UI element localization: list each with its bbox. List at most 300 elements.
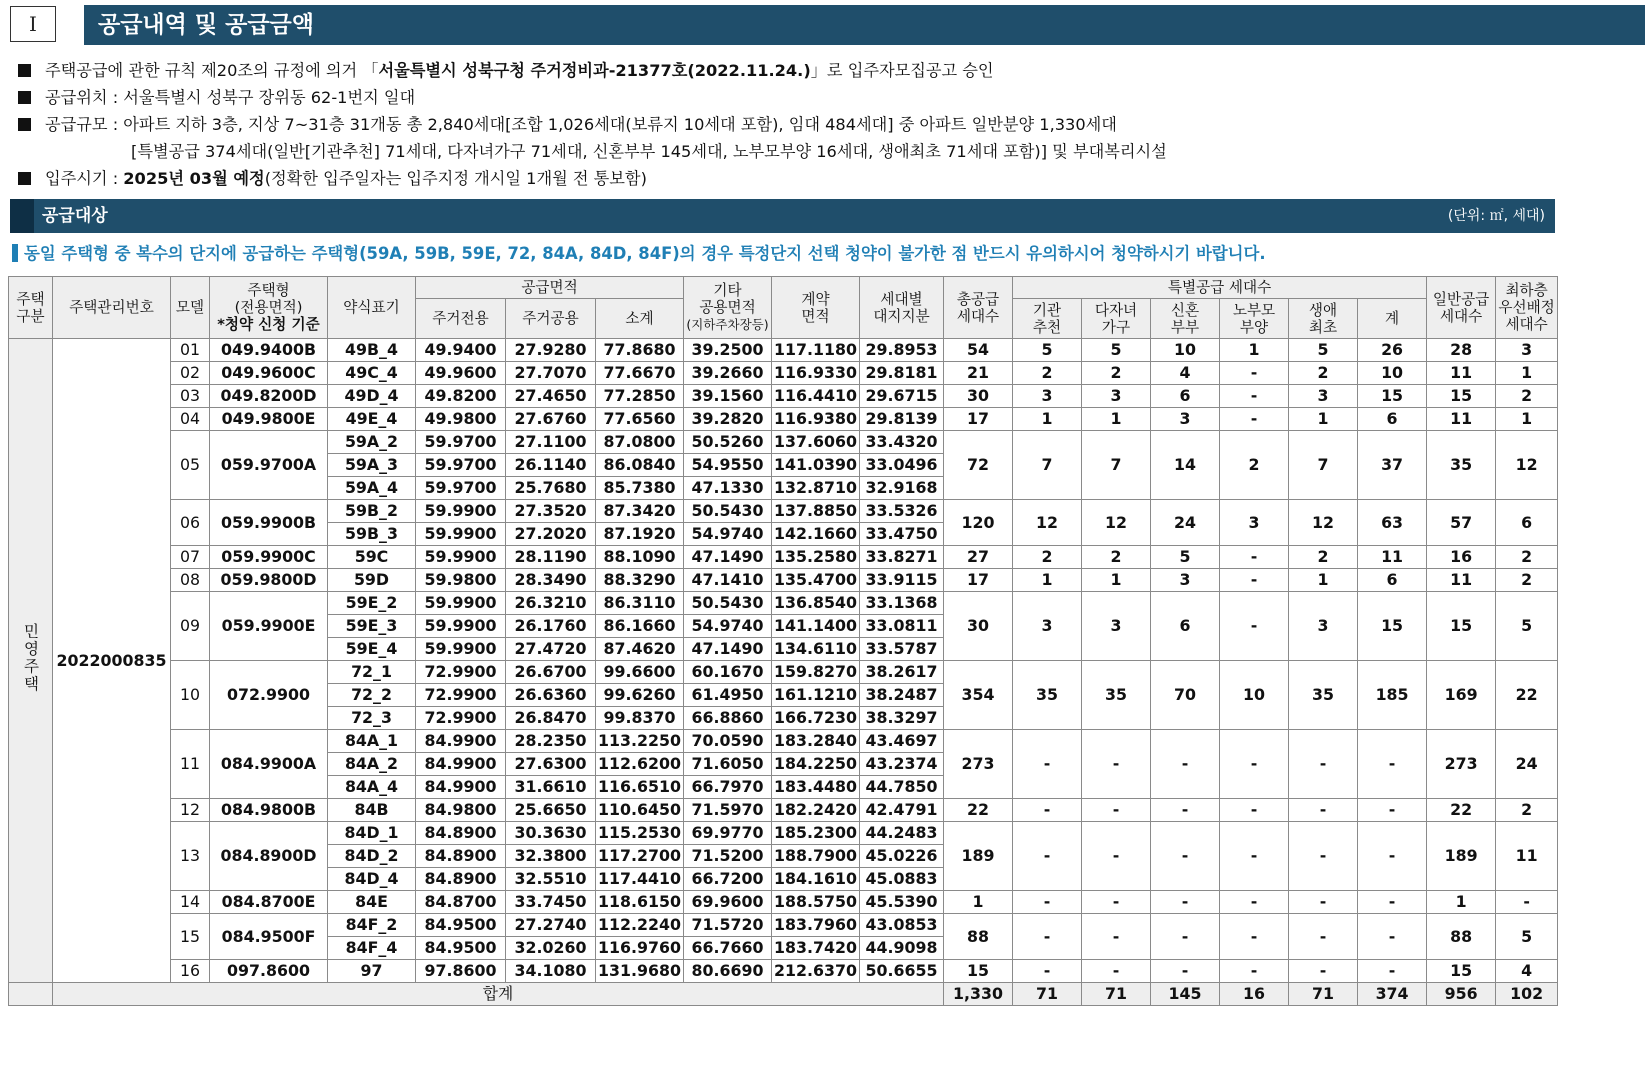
header-special-supply: 특별공급 세대수 — [1013, 277, 1427, 299]
total-label: 합계 — [53, 983, 944, 1006]
land-share: 33.4320 — [860, 431, 944, 454]
common-area: 27.7070 — [506, 362, 596, 385]
model-number: 04 — [171, 408, 210, 431]
residential-area: 49.9800 — [416, 408, 506, 431]
count-general: 57 — [1427, 500, 1496, 546]
square-bullet-icon — [18, 172, 31, 185]
common-area: 26.3210 — [506, 592, 596, 615]
other-common-area: 66.8860 — [684, 707, 772, 730]
count-sum: - — [1358, 822, 1427, 891]
model-number: 07 — [171, 546, 210, 569]
bullet-line — [18, 138, 1638, 165]
contract-area: 183.7420 — [772, 937, 860, 960]
count-first: 5 — [1289, 339, 1358, 362]
common-area: 27.4720 — [506, 638, 596, 661]
common-area: 27.4650 — [506, 385, 596, 408]
contract-area: 161.1210 — [772, 684, 860, 707]
common-area: 34.1080 — [506, 960, 596, 983]
count-general: 15 — [1427, 960, 1496, 983]
abbreviation: 84A_4 — [328, 776, 416, 799]
abbreviation: 59E_3 — [328, 615, 416, 638]
land-share: 33.8271 — [860, 546, 944, 569]
abbreviation: 59A_3 — [328, 454, 416, 477]
count-general: 15 — [1427, 592, 1496, 661]
residential-area: 84.9500 — [416, 914, 506, 937]
common-area: 26.6700 — [506, 661, 596, 684]
table-row — [9, 914, 1558, 937]
count-total: 17 — [944, 408, 1013, 431]
contract-area: 137.6060 — [772, 431, 860, 454]
count-first: - — [1289, 730, 1358, 799]
other-common-area: 39.2820 — [684, 408, 772, 431]
bullet-line — [18, 84, 1638, 111]
residential-area: 84.9500 — [416, 937, 506, 960]
total-newlywed: 145 — [1151, 983, 1220, 1006]
count-elderly: - — [1220, 385, 1289, 408]
announcement-bullets — [18, 57, 1638, 192]
count-newly: 3 — [1151, 569, 1220, 592]
count-general: 11 — [1427, 408, 1496, 431]
header-supply-area: 공급면적 — [416, 277, 684, 299]
count-elderly: - — [1220, 546, 1289, 569]
abbreviation: 84A_1 — [328, 730, 416, 753]
count-multi: 2 — [1082, 362, 1151, 385]
land-share: 50.6655 — [860, 960, 944, 983]
total-first-time: 71 — [1289, 983, 1358, 1006]
abbreviation: 72_1 — [328, 661, 416, 684]
abbreviation: 59E_2 — [328, 592, 416, 615]
contract-area: 142.1660 — [772, 523, 860, 546]
count-total: 72 — [944, 431, 1013, 500]
count-lowest: 5 — [1496, 914, 1558, 960]
abbreviation: 72_3 — [328, 707, 416, 730]
header-first-time: 생애 최초 — [1289, 299, 1358, 339]
header-housing-size: 주택형 (전용면적) *청약 신청 기준 — [210, 277, 328, 339]
housing-size: 059.9700A — [210, 431, 328, 500]
count-inst: 2 — [1013, 362, 1082, 385]
count-lowest: 2 — [1496, 546, 1558, 569]
count-multi: - — [1082, 730, 1151, 799]
contract-area: 166.7230 — [772, 707, 860, 730]
count-elderly: 2 — [1220, 431, 1289, 500]
count-total: 21 — [944, 362, 1013, 385]
residential-area: 59.9900 — [416, 500, 506, 523]
land-share: 33.5326 — [860, 500, 944, 523]
count-general: 11 — [1427, 569, 1496, 592]
model-number: 13 — [171, 822, 210, 891]
count-inst: 1 — [1013, 569, 1082, 592]
abbreviation: 84B — [328, 799, 416, 822]
common-area: 28.2350 — [506, 730, 596, 753]
model-number: 06 — [171, 500, 210, 546]
housing-size: 059.9900B — [210, 500, 328, 546]
count-total: 120 — [944, 500, 1013, 546]
residential-area: 84.9800 — [416, 799, 506, 822]
count-multi: 7 — [1082, 431, 1151, 500]
contract-area: 135.4700 — [772, 569, 860, 592]
model-number: 01 — [171, 339, 210, 362]
abbreviation: 49C_4 — [328, 362, 416, 385]
count-inst: - — [1013, 730, 1082, 799]
count-lowest: 12 — [1496, 431, 1558, 500]
count-general: 189 — [1427, 822, 1496, 891]
subtotal-area: 77.2850 — [596, 385, 684, 408]
housing-size: 097.8600 — [210, 960, 328, 983]
bullet-text: 서울특별시 성북구청 주거정비과-21377호(2022.11.24.) — [378, 61, 811, 80]
count-inst: 3 — [1013, 385, 1082, 408]
count-multi: - — [1082, 960, 1151, 983]
table-row — [9, 960, 1558, 983]
abbreviation: 59D — [328, 569, 416, 592]
count-multi: 35 — [1082, 661, 1151, 730]
contract-area: 212.6370 — [772, 960, 860, 983]
housing-size: 072.9900 — [210, 661, 328, 730]
count-lowest: 4 — [1496, 960, 1558, 983]
residential-area: 59.9800 — [416, 569, 506, 592]
count-general: 1 — [1427, 891, 1496, 914]
square-bullet-icon — [18, 64, 31, 77]
subtotal-area: 87.0800 — [596, 431, 684, 454]
count-elderly: - — [1220, 822, 1289, 891]
residential-area: 84.8700 — [416, 891, 506, 914]
abbreviation: 59E_4 — [328, 638, 416, 661]
count-newly: 4 — [1151, 362, 1220, 385]
other-common-area: 80.6690 — [684, 960, 772, 983]
model-number: 16 — [171, 960, 210, 983]
count-first: - — [1289, 960, 1358, 983]
other-common-area: 70.0590 — [684, 730, 772, 753]
count-general: 15 — [1427, 385, 1496, 408]
abbreviation: 49B_4 — [328, 339, 416, 362]
total-institution: 71 — [1013, 983, 1082, 1006]
total-row — [9, 983, 1558, 1006]
residential-area: 72.9900 — [416, 684, 506, 707]
bullet-line — [18, 57, 1638, 84]
table-row — [9, 822, 1558, 845]
housing-category-cell — [9, 339, 53, 983]
count-lowest: 1 — [1496, 362, 1558, 385]
housing-size: 059.9900E — [210, 592, 328, 661]
land-share: 33.9115 — [860, 569, 944, 592]
header-institution: 기관 추천 — [1013, 299, 1082, 339]
count-newly: 5 — [1151, 546, 1220, 569]
subtotal-area: 113.2250 — [596, 730, 684, 753]
housing-size: 059.9800D — [210, 569, 328, 592]
other-common-area: 71.5970 — [684, 799, 772, 822]
count-multi: - — [1082, 799, 1151, 822]
residential-area: 59.9900 — [416, 638, 506, 661]
subtotal-area: 110.6450 — [596, 799, 684, 822]
subtotal-area: 77.6560 — [596, 408, 684, 431]
land-share: 29.8139 — [860, 408, 944, 431]
subtotal-area: 87.4620 — [596, 638, 684, 661]
count-sum: - — [1358, 891, 1427, 914]
land-share: 32.9168 — [860, 477, 944, 500]
section-number: Ⅰ — [10, 6, 56, 42]
count-general: 169 — [1427, 661, 1496, 730]
residential-area: 84.8900 — [416, 822, 506, 845]
subtotal-area: 116.9760 — [596, 937, 684, 960]
other-common-area: 54.9740 — [684, 523, 772, 546]
contract-area: 116.4410 — [772, 385, 860, 408]
table-row — [9, 569, 1558, 592]
header-total-units: 총공급 세대수 — [944, 277, 1013, 339]
housing-size: 084.9900A — [210, 730, 328, 799]
common-area: 31.6610 — [506, 776, 596, 799]
model-number: 03 — [171, 385, 210, 408]
housing-size: 049.9600C — [210, 362, 328, 385]
bullet-text: 공급규모 : 아파트 지하 3층, 지상 7~31층 31개동 총 2,840세대[조합 1,026세대(보류지 10세대 포함), 임대 484세대] 중 아파트 일반분양 1,330세대 — [45, 115, 1117, 134]
abbreviation: 84D_4 — [328, 868, 416, 891]
abbreviation: 59C — [328, 546, 416, 569]
contract-area: 188.7900 — [772, 845, 860, 868]
subtotal-area: 117.4410 — [596, 868, 684, 891]
other-common-area: 66.7200 — [684, 868, 772, 891]
count-elderly: - — [1220, 362, 1289, 385]
count-newly: - — [1151, 914, 1220, 960]
other-common-area: 61.4950 — [684, 684, 772, 707]
model-number: 09 — [171, 592, 210, 661]
common-area: 32.3800 — [506, 845, 596, 868]
land-share: 33.0811 — [860, 615, 944, 638]
land-share: 38.2617 — [860, 661, 944, 684]
square-bullet-icon — [18, 118, 31, 131]
count-sum: - — [1358, 730, 1427, 799]
land-share: 38.3297 — [860, 707, 944, 730]
count-inst: 35 — [1013, 661, 1082, 730]
subtotal-area: 115.2530 — [596, 822, 684, 845]
count-newly: 3 — [1151, 408, 1220, 431]
count-total: 30 — [944, 385, 1013, 408]
bullet-line — [18, 165, 1638, 192]
other-common-area: 71.5200 — [684, 845, 772, 868]
contract-area: 132.8710 — [772, 477, 860, 500]
count-first: 7 — [1289, 431, 1358, 500]
common-area: 27.6760 — [506, 408, 596, 431]
residential-area: 59.9700 — [416, 454, 506, 477]
count-sum: 37 — [1358, 431, 1427, 500]
abbreviation: 84D_1 — [328, 822, 416, 845]
model-number: 08 — [171, 569, 210, 592]
count-total: 1 — [944, 891, 1013, 914]
common-area: 27.1100 — [506, 431, 596, 454]
model-number: 02 — [171, 362, 210, 385]
count-multi: 3 — [1082, 592, 1151, 661]
land-share: 42.4791 — [860, 799, 944, 822]
residential-area: 59.9700 — [416, 431, 506, 454]
model-number: 15 — [171, 914, 210, 960]
land-share: 43.2374 — [860, 753, 944, 776]
contract-area: 141.0390 — [772, 454, 860, 477]
model-number: 11 — [171, 730, 210, 799]
count-general: 88 — [1427, 914, 1496, 960]
common-area: 27.9280 — [506, 339, 596, 362]
abbreviation: 59A_4 — [328, 477, 416, 500]
count-total: 54 — [944, 339, 1013, 362]
other-common-area: 66.7660 — [684, 937, 772, 960]
count-sum: 15 — [1358, 592, 1427, 661]
residential-area: 72.9900 — [416, 661, 506, 684]
contract-area: 159.8270 — [772, 661, 860, 684]
unit-label: (단위: ㎡, 세대) — [1447, 208, 1545, 224]
count-elderly: - — [1220, 891, 1289, 914]
header-subtotal: 소계 — [596, 299, 684, 339]
other-common-area: 54.9740 — [684, 615, 772, 638]
housing-size: 084.8700E — [210, 891, 328, 914]
common-area: 26.6360 — [506, 684, 596, 707]
count-inst: 5 — [1013, 339, 1082, 362]
common-area: 25.6650 — [506, 799, 596, 822]
contract-area: 116.9380 — [772, 408, 860, 431]
contract-area: 141.1400 — [772, 615, 860, 638]
common-area: 26.8470 — [506, 707, 596, 730]
header-contract-area: 계약 면적 — [772, 277, 860, 339]
count-inst: 7 — [1013, 431, 1082, 500]
other-common-area: 69.9600 — [684, 891, 772, 914]
contract-area: 116.9330 — [772, 362, 860, 385]
count-inst: - — [1013, 914, 1082, 960]
bullet-text: 주택공급에 관한 규칙 제20조의 규정에 의거 「 — [45, 61, 379, 80]
land-share: 43.0853 — [860, 914, 944, 937]
count-first: 1 — [1289, 569, 1358, 592]
common-area: 33.7450 — [506, 891, 596, 914]
residential-area: 59.9900 — [416, 546, 506, 569]
abbreviation: 49E_4 — [328, 408, 416, 431]
supply-target-title: 공급대상 — [42, 206, 108, 226]
bullet-text: (정확한 입주일자는 입주지정 개시일 1개월 전 통보함) — [264, 169, 647, 188]
contract-area: 136.8540 — [772, 592, 860, 615]
caution-notice — [12, 242, 1632, 266]
notice-text: 동일 주택형 중 복수의 단지에 공급하는 주택형(59A, 59B, 59E, 72, 84A, 84D, 84F)의 경우 특정단지 선택 청약이 불가한 점 반드시 유의하시어 청약하시기 바랍니다. — [24, 244, 1266, 263]
count-elderly: - — [1220, 730, 1289, 799]
abbreviation: 59B_3 — [328, 523, 416, 546]
residential-area: 84.9900 — [416, 730, 506, 753]
count-newly: - — [1151, 822, 1220, 891]
subtotal-area: 85.7380 — [596, 477, 684, 500]
count-lowest: 6 — [1496, 500, 1558, 546]
land-share: 45.0226 — [860, 845, 944, 868]
count-newly: 6 — [1151, 592, 1220, 661]
housing-size: 059.9900C — [210, 546, 328, 569]
contract-area: 183.4480 — [772, 776, 860, 799]
count-newly: 10 — [1151, 339, 1220, 362]
land-share: 43.4697 — [860, 730, 944, 753]
count-first: 3 — [1289, 385, 1358, 408]
other-common-area: 39.2660 — [684, 362, 772, 385]
contract-area: 183.7960 — [772, 914, 860, 937]
bullet-line — [18, 111, 1638, 138]
mgmt-number: 2022000835 — [53, 339, 171, 983]
count-lowest: 11 — [1496, 822, 1558, 891]
count-first: 35 — [1289, 661, 1358, 730]
other-common-area: 50.5260 — [684, 431, 772, 454]
subtotal-area: 99.6600 — [596, 661, 684, 684]
header-land-share: 세대별 대지지분 — [860, 277, 944, 339]
count-inst: - — [1013, 960, 1082, 983]
residential-area: 84.9900 — [416, 753, 506, 776]
supply-target-bar — [10, 199, 1555, 233]
count-general: 16 — [1427, 546, 1496, 569]
common-area: 28.1190 — [506, 546, 596, 569]
bullet-text: 공급위치 : 서울특별시 성북구 장위동 62-1번지 일대 — [45, 88, 416, 107]
count-inst: 2 — [1013, 546, 1082, 569]
contract-area: 188.5750 — [772, 891, 860, 914]
notice-marker-icon — [12, 244, 18, 262]
common-area: 25.7680 — [506, 477, 596, 500]
abbreviation: 84F_4 — [328, 937, 416, 960]
abbreviation: 72_2 — [328, 684, 416, 707]
residential-area: 84.8900 — [416, 868, 506, 891]
count-sum: 11 — [1358, 546, 1427, 569]
common-area: 27.2020 — [506, 523, 596, 546]
header-other-common-area: 기타 공용면적 (지하주차장등) — [684, 277, 772, 339]
bullet-text: 」로 입주자모집공고 승인 — [810, 61, 994, 80]
residential-area: 49.9600 — [416, 362, 506, 385]
residential-area: 59.9900 — [416, 592, 506, 615]
total-multi-child: 71 — [1082, 983, 1151, 1006]
common-area: 27.2740 — [506, 914, 596, 937]
table-row — [9, 891, 1558, 914]
subtotal-area: 131.9680 — [596, 960, 684, 983]
count-lowest: 2 — [1496, 799, 1558, 822]
common-area: 30.3630 — [506, 822, 596, 845]
count-first: 1 — [1289, 408, 1358, 431]
count-sum: 26 — [1358, 339, 1427, 362]
count-elderly: - — [1220, 569, 1289, 592]
count-general: 28 — [1427, 339, 1496, 362]
other-common-area: 50.5430 — [684, 592, 772, 615]
count-total: 22 — [944, 799, 1013, 822]
count-elderly: - — [1220, 408, 1289, 431]
housing-category: 민영주택 — [21, 622, 40, 693]
count-elderly: - — [1220, 592, 1289, 661]
header-general-supply: 일반공급 세대수 — [1427, 277, 1496, 339]
land-share: 33.4750 — [860, 523, 944, 546]
subtotal-area: 88.1090 — [596, 546, 684, 569]
common-area: 26.1760 — [506, 615, 596, 638]
table-row — [9, 730, 1558, 753]
header-elderly: 노부모 부양 — [1220, 299, 1289, 339]
count-newly: 6 — [1151, 385, 1220, 408]
table-row — [9, 385, 1558, 408]
other-common-area: 66.7970 — [684, 776, 772, 799]
count-multi: 1 — [1082, 569, 1151, 592]
model-number: 12 — [171, 799, 210, 822]
header-model: 모델 — [171, 277, 210, 339]
other-common-area: 47.1490 — [684, 546, 772, 569]
model-number: 05 — [171, 431, 210, 500]
other-common-area: 71.6050 — [684, 753, 772, 776]
abbreviation: 59A_2 — [328, 431, 416, 454]
contract-area: 183.2840 — [772, 730, 860, 753]
other-common-area: 50.5430 — [684, 500, 772, 523]
residential-area: 84.9900 — [416, 776, 506, 799]
count-lowest: 3 — [1496, 339, 1558, 362]
model-number: 10 — [171, 661, 210, 730]
count-total: 27 — [944, 546, 1013, 569]
count-sum: 63 — [1358, 500, 1427, 546]
residential-area: 84.8900 — [416, 845, 506, 868]
other-common-area: 60.1670 — [684, 661, 772, 684]
contract-area: 135.2580 — [772, 546, 860, 569]
subtotal-area: 87.3420 — [596, 500, 684, 523]
table-row — [9, 362, 1558, 385]
count-inst: 1 — [1013, 408, 1082, 431]
count-total: 273 — [944, 730, 1013, 799]
count-multi: 2 — [1082, 546, 1151, 569]
count-total: 17 — [944, 569, 1013, 592]
subtotal-area: 77.8680 — [596, 339, 684, 362]
